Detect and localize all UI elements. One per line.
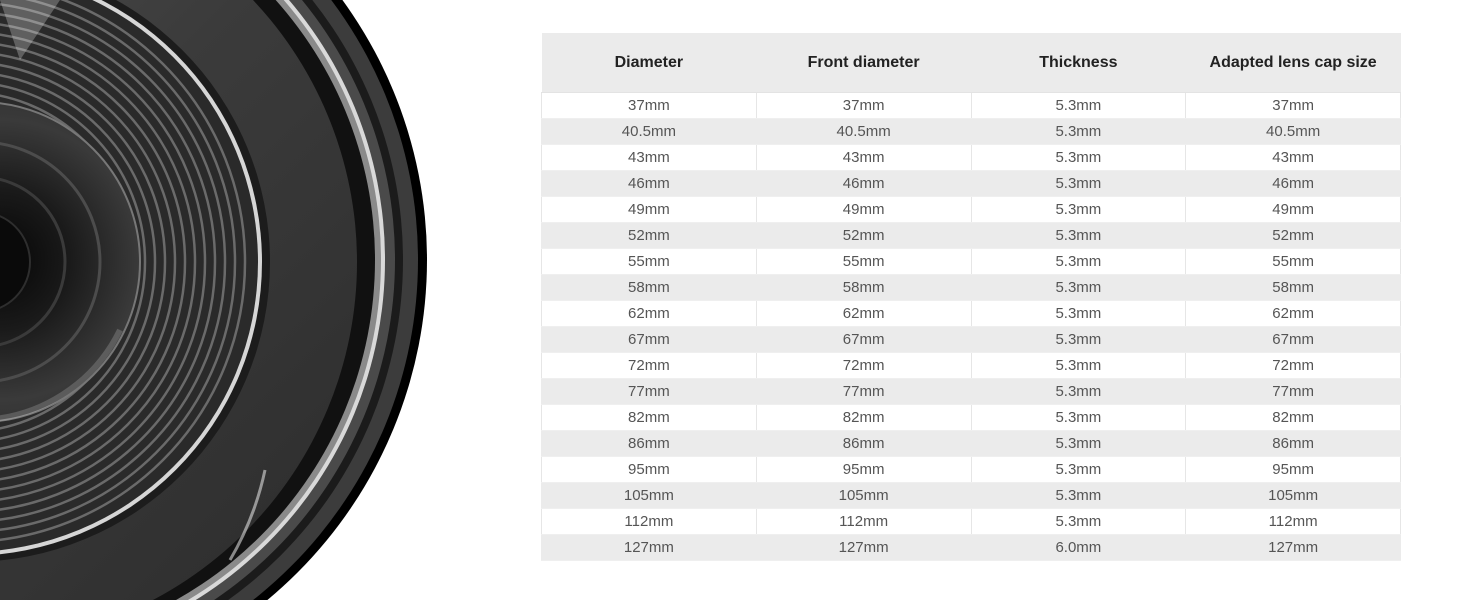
table-row	[542, 145, 1401, 171]
thickness-cell: 5.3mm	[971, 431, 1186, 457]
lens-cap-size-cell: 112mm	[1186, 509, 1401, 535]
diameter-cell: 82mm	[542, 405, 757, 431]
table-row	[542, 301, 1401, 327]
lens-cap-size-cell: 52mm	[1186, 223, 1401, 249]
diameter-cell: 49mm	[542, 197, 757, 223]
thickness-cell: 5.3mm	[971, 93, 1186, 119]
table-body	[542, 93, 1401, 561]
table-row	[542, 171, 1401, 197]
thickness-cell: 5.3mm	[971, 353, 1186, 379]
front-diameter-cell: 58mm	[756, 275, 971, 301]
lens-cap-size-cell: 49mm	[1186, 197, 1401, 223]
lens-cap-size-cell: 127mm	[1186, 535, 1401, 561]
thickness-cell: 5.3mm	[971, 145, 1186, 171]
front-diameter-cell: 55mm	[756, 249, 971, 275]
diameter-cell: 40.5mm	[542, 119, 757, 145]
diameter-cell: 105mm	[542, 483, 757, 509]
lens-cap-size-cell: 58mm	[1186, 275, 1401, 301]
front-diameter-cell: 72mm	[756, 353, 971, 379]
table-row	[542, 535, 1401, 561]
front-diameter-cell: 52mm	[756, 223, 971, 249]
column-header-lens-cap-size: Adapted lens cap size	[1186, 33, 1401, 93]
diameter-cell: 43mm	[542, 145, 757, 171]
diameter-cell: 127mm	[542, 535, 757, 561]
table-header-row	[542, 33, 1401, 93]
thickness-cell: 5.3mm	[971, 301, 1186, 327]
diameter-cell: 62mm	[542, 301, 757, 327]
thickness-cell: 6.0mm	[971, 535, 1186, 561]
lens-cap-size-cell: 72mm	[1186, 353, 1401, 379]
diameter-cell: 52mm	[542, 223, 757, 249]
lens-cap-size-cell: 43mm	[1186, 145, 1401, 171]
front-diameter-cell: 67mm	[756, 327, 971, 353]
diameter-cell: 46mm	[542, 171, 757, 197]
table-row	[542, 223, 1401, 249]
front-diameter-cell: 86mm	[756, 431, 971, 457]
front-diameter-cell: 37mm	[756, 93, 971, 119]
diameter-cell: 55mm	[542, 249, 757, 275]
table-row	[542, 93, 1401, 119]
table-row	[542, 431, 1401, 457]
front-diameter-cell: 112mm	[756, 509, 971, 535]
thickness-cell: 5.3mm	[971, 405, 1186, 431]
thickness-cell: 5.3mm	[971, 327, 1186, 353]
lens-cap-size-cell: 105mm	[1186, 483, 1401, 509]
lens-cap-size-cell: 55mm	[1186, 249, 1401, 275]
table-row	[542, 509, 1401, 535]
thickness-cell: 5.3mm	[971, 483, 1186, 509]
diameter-cell: 72mm	[542, 353, 757, 379]
front-diameter-cell: 77mm	[756, 379, 971, 405]
thickness-cell: 5.3mm	[971, 275, 1186, 301]
table-row	[542, 327, 1401, 353]
diameter-cell: 58mm	[542, 275, 757, 301]
column-header-thickness: Thickness	[971, 33, 1186, 93]
size-spec-table	[541, 33, 1401, 561]
diameter-cell: 112mm	[542, 509, 757, 535]
front-diameter-cell: 40.5mm	[756, 119, 971, 145]
lens-cap-size-cell: 40.5mm	[1186, 119, 1401, 145]
table-row	[542, 353, 1401, 379]
diameter-cell: 77mm	[542, 379, 757, 405]
lens-cap-size-cell: 86mm	[1186, 431, 1401, 457]
table-row	[542, 197, 1401, 223]
thickness-cell: 5.3mm	[971, 249, 1186, 275]
table-row	[542, 119, 1401, 145]
thickness-cell: 5.3mm	[971, 223, 1186, 249]
front-diameter-cell: 95mm	[756, 457, 971, 483]
thickness-cell: 5.3mm	[971, 197, 1186, 223]
front-diameter-cell: 43mm	[756, 145, 971, 171]
front-diameter-cell: 82mm	[756, 405, 971, 431]
diameter-cell: 95mm	[542, 457, 757, 483]
table-row	[542, 379, 1401, 405]
column-header-front-diameter: Front diameter	[756, 33, 971, 93]
front-diameter-cell: 105mm	[756, 483, 971, 509]
diameter-cell: 67mm	[542, 327, 757, 353]
front-diameter-cell: 49mm	[756, 197, 971, 223]
table-row	[542, 405, 1401, 431]
thickness-cell: 5.3mm	[971, 457, 1186, 483]
thickness-cell: 5.3mm	[971, 509, 1186, 535]
thickness-cell: 5.3mm	[971, 379, 1186, 405]
front-diameter-cell: 46mm	[756, 171, 971, 197]
front-diameter-cell: 62mm	[756, 301, 971, 327]
lens-cap-size-cell: 62mm	[1186, 301, 1401, 327]
lens-cap-size-cell: 95mm	[1186, 457, 1401, 483]
front-diameter-cell: 127mm	[756, 535, 971, 561]
camera-lens-image	[0, 0, 440, 600]
table-row	[542, 483, 1401, 509]
diameter-cell: 37mm	[542, 93, 757, 119]
table-row	[542, 275, 1401, 301]
column-header-diameter: Diameter	[542, 33, 757, 93]
thickness-cell: 5.3mm	[971, 171, 1186, 197]
lens-cap-size-cell: 77mm	[1186, 379, 1401, 405]
lens-cap-size-cell: 82mm	[1186, 405, 1401, 431]
lens-cap-size-cell: 46mm	[1186, 171, 1401, 197]
lens-cap-size-cell: 37mm	[1186, 93, 1401, 119]
table-row	[542, 457, 1401, 483]
table-row	[542, 249, 1401, 275]
lens-cap-size-cell: 67mm	[1186, 327, 1401, 353]
thickness-cell: 5.3mm	[971, 119, 1186, 145]
diameter-cell: 86mm	[542, 431, 757, 457]
